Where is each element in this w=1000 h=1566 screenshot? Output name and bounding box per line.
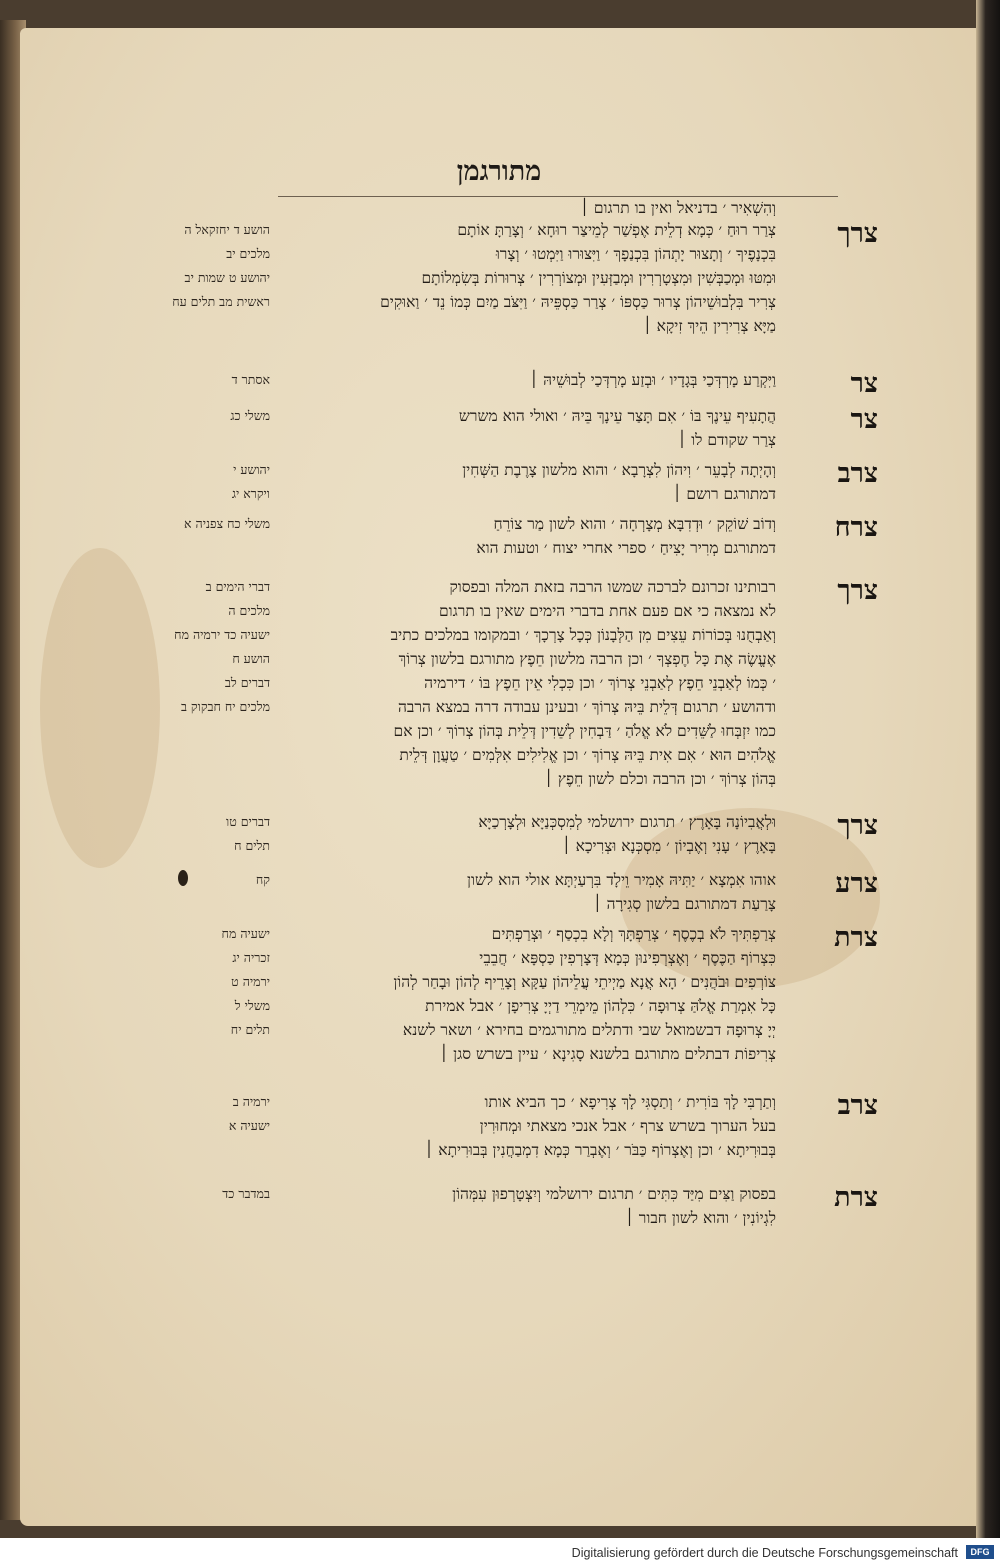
- dictionary-entry: [130, 1090, 878, 1170]
- entry-text: [206, 404, 776, 452]
- entry-references: [130, 368, 270, 392]
- entry-line: אֱלֹהִים הוּא ׳ אִם אִית בֵּיהּ צְרוֹךְ ׳ וכן אֱלִילִים אִלְּמִים ׳ טַעֲוָן דְּלֵית: [399, 746, 776, 764]
- margin-reference: במדבר כד: [222, 1186, 270, 1201]
- entry-line: צְרַר שקודם לו ׀: [677, 431, 776, 449]
- margin-reference: יהושע ט שמות יב: [184, 270, 270, 285]
- entry-headword: צר: [850, 404, 878, 435]
- entry-references: [130, 458, 270, 506]
- entry-headword: צרך: [837, 218, 878, 249]
- entry-line: יְיָ צְרוּפָה דבשמואל שבי ודתלים מתורגמים בחירא ׳ ושאר לשנא: [402, 1021, 776, 1039]
- entry-text: [206, 368, 776, 392]
- margin-reference: דברי הימים ב: [205, 579, 270, 594]
- entry-line: ודהושע ׳ תרגום דְּלֵית בֵּיהּ צְרוֹךְ ׳ ובעינן עבודה דרה במצא הרבה: [397, 698, 776, 716]
- entry-line: וּמִטּוּ וּמְכַבְּשִׁין וּמִצְטָרְרִין וּמְבַזְּעִין וּמְצוֹרְרִין ׳ צְרוּרוֹת בְּשִׂמְלוֹתָם: [421, 269, 776, 287]
- margin-reference: מלכים יב: [226, 246, 270, 261]
- entry-text: [206, 218, 776, 338]
- entry-text: [206, 196, 776, 220]
- entry-line: וְהָיְתָה לְבָעֵר ׳ וִיהוֹן לִצְרָבָא ׳ והוא מלשון צָרֶבֶת הַשְּׁחִין: [462, 461, 776, 479]
- entry-line: כִּצְרוֹף הַכֶּסֶף ׳ וְאֶצְרְפִינוּן כְּמָא דְּצָרְפִין כַּסְפָּא ׳ חֲבֵבֵי: [479, 949, 776, 967]
- entry-line: צְרִיר בִּלְבוּשֵׁיהוֹן צְרוּר כַּסְפּוֹ ׳ צְרַר כַּסְפֵּיהּ ׳ וַיִּצֹּב מַיִם כְּמוֹ נֵד ׳ וַאוּקִים: [380, 293, 776, 311]
- entry-line: מַיָּא צְרִירִין הֵיךְ זִיקָא ׀: [643, 317, 776, 335]
- entry-references: [130, 404, 270, 428]
- dictionary-entry: [130, 922, 878, 1074]
- entry-text: [206, 810, 776, 858]
- entry-headword: צרך: [837, 575, 878, 606]
- entry-line: כָּל אִמְרַת אֱלֹהַּ צְרוּפָה ׳ כִּלְהוֹן מֵימְרֵי דַיְיָ צְרִיפָן ׳ אבל אמירת: [425, 997, 776, 1015]
- entry-references: [130, 922, 270, 1042]
- margin-reference: ירמיה ב: [232, 1094, 270, 1109]
- dictionary-entry: [130, 868, 878, 924]
- entry-line: בָּאָרֶץ ׳ עָנִי וְאֶבְיוֹן ׳ מִסְכְּנָא וּצְרִיכָא ׀: [562, 837, 776, 855]
- margin-reference: תלים יח: [230, 1022, 270, 1037]
- entry-references: [130, 810, 270, 858]
- margin-reference: תלים ח: [234, 838, 270, 853]
- entry-headword: צר: [850, 368, 878, 399]
- entry-references: [130, 575, 270, 719]
- margin-reference: ישעיה א: [228, 1118, 270, 1133]
- margin-reference: זכריה יג: [232, 950, 270, 965]
- dictionary-entry: [130, 810, 878, 866]
- entry-references: [130, 218, 270, 314]
- margin-reference: הושע ח: [232, 651, 270, 666]
- dictionary-entry: [130, 512, 878, 568]
- entry-references: [130, 1182, 270, 1206]
- margin-reference: משלי ל: [234, 998, 270, 1013]
- margin-reference: ויקרא יג: [231, 486, 270, 501]
- margin-reference: ישעיה כד ירמיה מח: [174, 627, 270, 642]
- entry-line: הֲתָעִיף עֵינֶךָ בּוֹ ׳ אִם תָּצַר עֵינָךְ בֵּיהּ ׳ ואולי הוא משרש: [458, 407, 776, 425]
- entry-headword: צרח: [834, 512, 878, 543]
- entry-headword: צרך: [837, 810, 878, 841]
- dictionary-entry: [130, 404, 878, 460]
- entry-text: [206, 1182, 776, 1230]
- entry-line: וְאַבְחֻנוּ בְּכוֹרוֹת עֵצִים מִן הַלְּבָנוֹן כְּכָל צָרְכָךְ ׳ ובמקומו במלכים כתיב: [390, 626, 776, 644]
- margin-reference: משלי כג: [230, 408, 270, 423]
- entry-line: דמתורגם רושם ׀: [672, 485, 776, 503]
- entry-text: [206, 458, 776, 506]
- entry-line: בְּהוֹן צְרוֹךְ ׳ וכן הרבה וכלם לשון חֵפֶץ ׀: [544, 770, 776, 788]
- entry-line: בפסוק וַצִּים מִיַּד כִּתִּים ׳ תרגום ירושלמי וְיִצְטָרְפוּן עִמְּהוֹן: [452, 1185, 776, 1203]
- entry-line: צְרִיפוֹת דבתלים מתורגם בלשנא סָגִינָא ׳ עיין בשרש סגן ׀: [439, 1045, 776, 1063]
- entry-headword: צרב: [837, 458, 878, 489]
- margin-reference: דברים טו: [226, 814, 270, 829]
- entry-line: בְּבוּרִיתָא ׳ וכן וְאֶצְרוֹף כַּבֹּר ׳ וְאֶבְרַר כְּמָא דִמְבַחֲנִין בְּבוּרִיתָא ׀: [424, 1141, 776, 1159]
- entry-line: וְהִשְׁאִיר ׳ בדניאל ואין בו תרגום ׀: [580, 199, 776, 217]
- entry-line: וַיִּקְרַע מָרְדְּכַי בְּגָדָיו ׳ וּבְזַע מָרְדְּכַי לְבוּשֵׁיהּ ׀: [529, 371, 776, 389]
- margin-reference: ישעיה מח: [221, 926, 270, 941]
- margin-reference: הושע ד יחזקאל ה: [184, 222, 270, 237]
- entry-line: כמו יִזְבְּחוּ לַשֵּׁדִים לֹא אֱלֹהַ ׳ דַּבְחִין לְשֵׁדִין דְּלֵית בְּהוֹן צְרוֹךְ ׳ וכן אם: [393, 722, 776, 740]
- dfg-logo: DFG: [966, 1545, 994, 1559]
- entry-line: אוהו אִמְצָא ׳ יַתִּיהּ אָמִיר וֵילָד בִּרְעַיְתָּא אולי הוא לשון: [467, 871, 776, 889]
- margin-reference: דברים לב: [224, 675, 270, 690]
- entry-line: דמתורגם מְרִיר יָצִיחַ ׳ ספרי אחרי יצוח ׳ וטעות הוא: [476, 539, 776, 557]
- entry-line: ׳ כְּמוֹ לְאַבְנֵי חֵפֶץ לְאַבְנֵי צְרוֹךְ ׳ וכן כִּכְלִי אֵין חֵפֶץ בּוֹ ׳ דירמיה: [424, 674, 776, 692]
- entry-line: וְתַרְבִּי לָךְ בּוֹרִית ׳ וְתַסְגִּי לָךְ צְרִיפָא ׳ כך הביא אותו: [484, 1093, 776, 1111]
- margin-reference: ירמיה ט: [231, 974, 270, 989]
- margin-reference: יהושע י: [233, 462, 270, 477]
- dictionary-entry: [130, 368, 878, 400]
- dictionary-entry: [130, 218, 878, 346]
- dictionary-entry: [130, 458, 878, 514]
- entry-references: [130, 868, 270, 892]
- margin-reference: ראשית מב תלים עח: [172, 294, 270, 309]
- entry-line: צָרַעַת דמתורגם בלשון סְגִירָה ׀: [593, 895, 776, 913]
- book-edge-right: [976, 0, 1000, 1538]
- entry-line: לא נמצאה כי אם פעם אחת בדברי הימים שאין בו תרגום: [438, 602, 776, 620]
- entry-text: [206, 868, 776, 916]
- entry-headword: צרב: [837, 1090, 878, 1121]
- running-head: מתורגמן: [456, 156, 542, 187]
- entry-line: צוֹרְפִים וּבֹהֲנִים ׳ הָא אֲנָא מַיְיתֵי עֲלֵיהוֹן עַקָּא וְצָרֵיף לְהוֹן וּבָחַר לְהוֹן: [393, 973, 776, 991]
- entry-text: [206, 922, 776, 1066]
- margin-reference: מלכים ה: [228, 603, 270, 618]
- dictionary-entry: [130, 575, 878, 799]
- footer-credit: Digitalisierung gefördert durch die Deutsche Forschungsgemeinschaft: [571, 1546, 958, 1560]
- margin-reference: מלכים יח חבקוק ב: [180, 699, 270, 714]
- entry-text: [206, 1090, 776, 1162]
- entry-line: אֶעֱשֶׂה אֶת כָּל חֶפְצְךָ ׳ וכן הרבה מלשון חֵפֶץ מתורגם בלשון צְרוֹךְ: [398, 650, 776, 668]
- entry-line: בִּכְנָפֶיךָ ׳ וְתָצוּר יָתְהוֹן בִּכְנַפָךְ ׳ וַיִּצוּרוּ וַיִּמְטוּ ׳ וְצָרוּ: [495, 245, 776, 263]
- footer-bar: [0, 1540, 1000, 1566]
- margin-reference: אסתר ד: [231, 372, 270, 387]
- entry-line: וּלְאֲבִיוֹנָה בָּאָרֶץ ׳ תרגום ירושלמי לְמִסְכְּנַיָּא וּלְצָרְכַיָּא: [478, 813, 776, 831]
- entry-line: בעל הערוך בשרש צרף ׳ אבל אנכי מצאתי וּמְחוּרִין: [479, 1117, 776, 1135]
- dictionary-entry: [130, 1182, 878, 1238]
- entry-line: רבותינו זכרונם לברכה שמשו הרבה בזאת המלה ובפסוק: [449, 578, 776, 596]
- entry-text: [206, 575, 776, 791]
- entry-references: [130, 512, 270, 536]
- entry-line: צְרַפְתִּיךָ לֹא בְכֶסֶף ׳ צְרַפְתָּךְ וְלָא בִכְסַף ׳ וּצְרַפְתִּים: [491, 925, 776, 943]
- entry-line: לִגְיוֹנִין ׳ והוא לשון חבור ׀: [625, 1209, 776, 1227]
- margin-reference: קח: [255, 872, 270, 887]
- margin-reference: משלי כח צפניה א: [184, 516, 270, 531]
- entry-line: צְרַר רוּחַ ׳ כְּמָא דְלֵית אֶפְשַׁר לְמֵיצַר רוּחָא ׳ וְצָרַתָּ אוֹתָם: [457, 221, 776, 239]
- entry-text: [206, 512, 776, 560]
- entry-headword: צרת: [834, 922, 878, 953]
- entry-references: [130, 1090, 270, 1138]
- entry-headword: צרע: [835, 868, 878, 899]
- entry-line: וְדוֹב שׁוֹקֵק ׳ וּדְדִבָּא מְצָרְחָה ׳ והוא לשון מַר צוֹרֵחַ: [493, 515, 776, 533]
- entry-headword: צרת: [834, 1182, 878, 1213]
